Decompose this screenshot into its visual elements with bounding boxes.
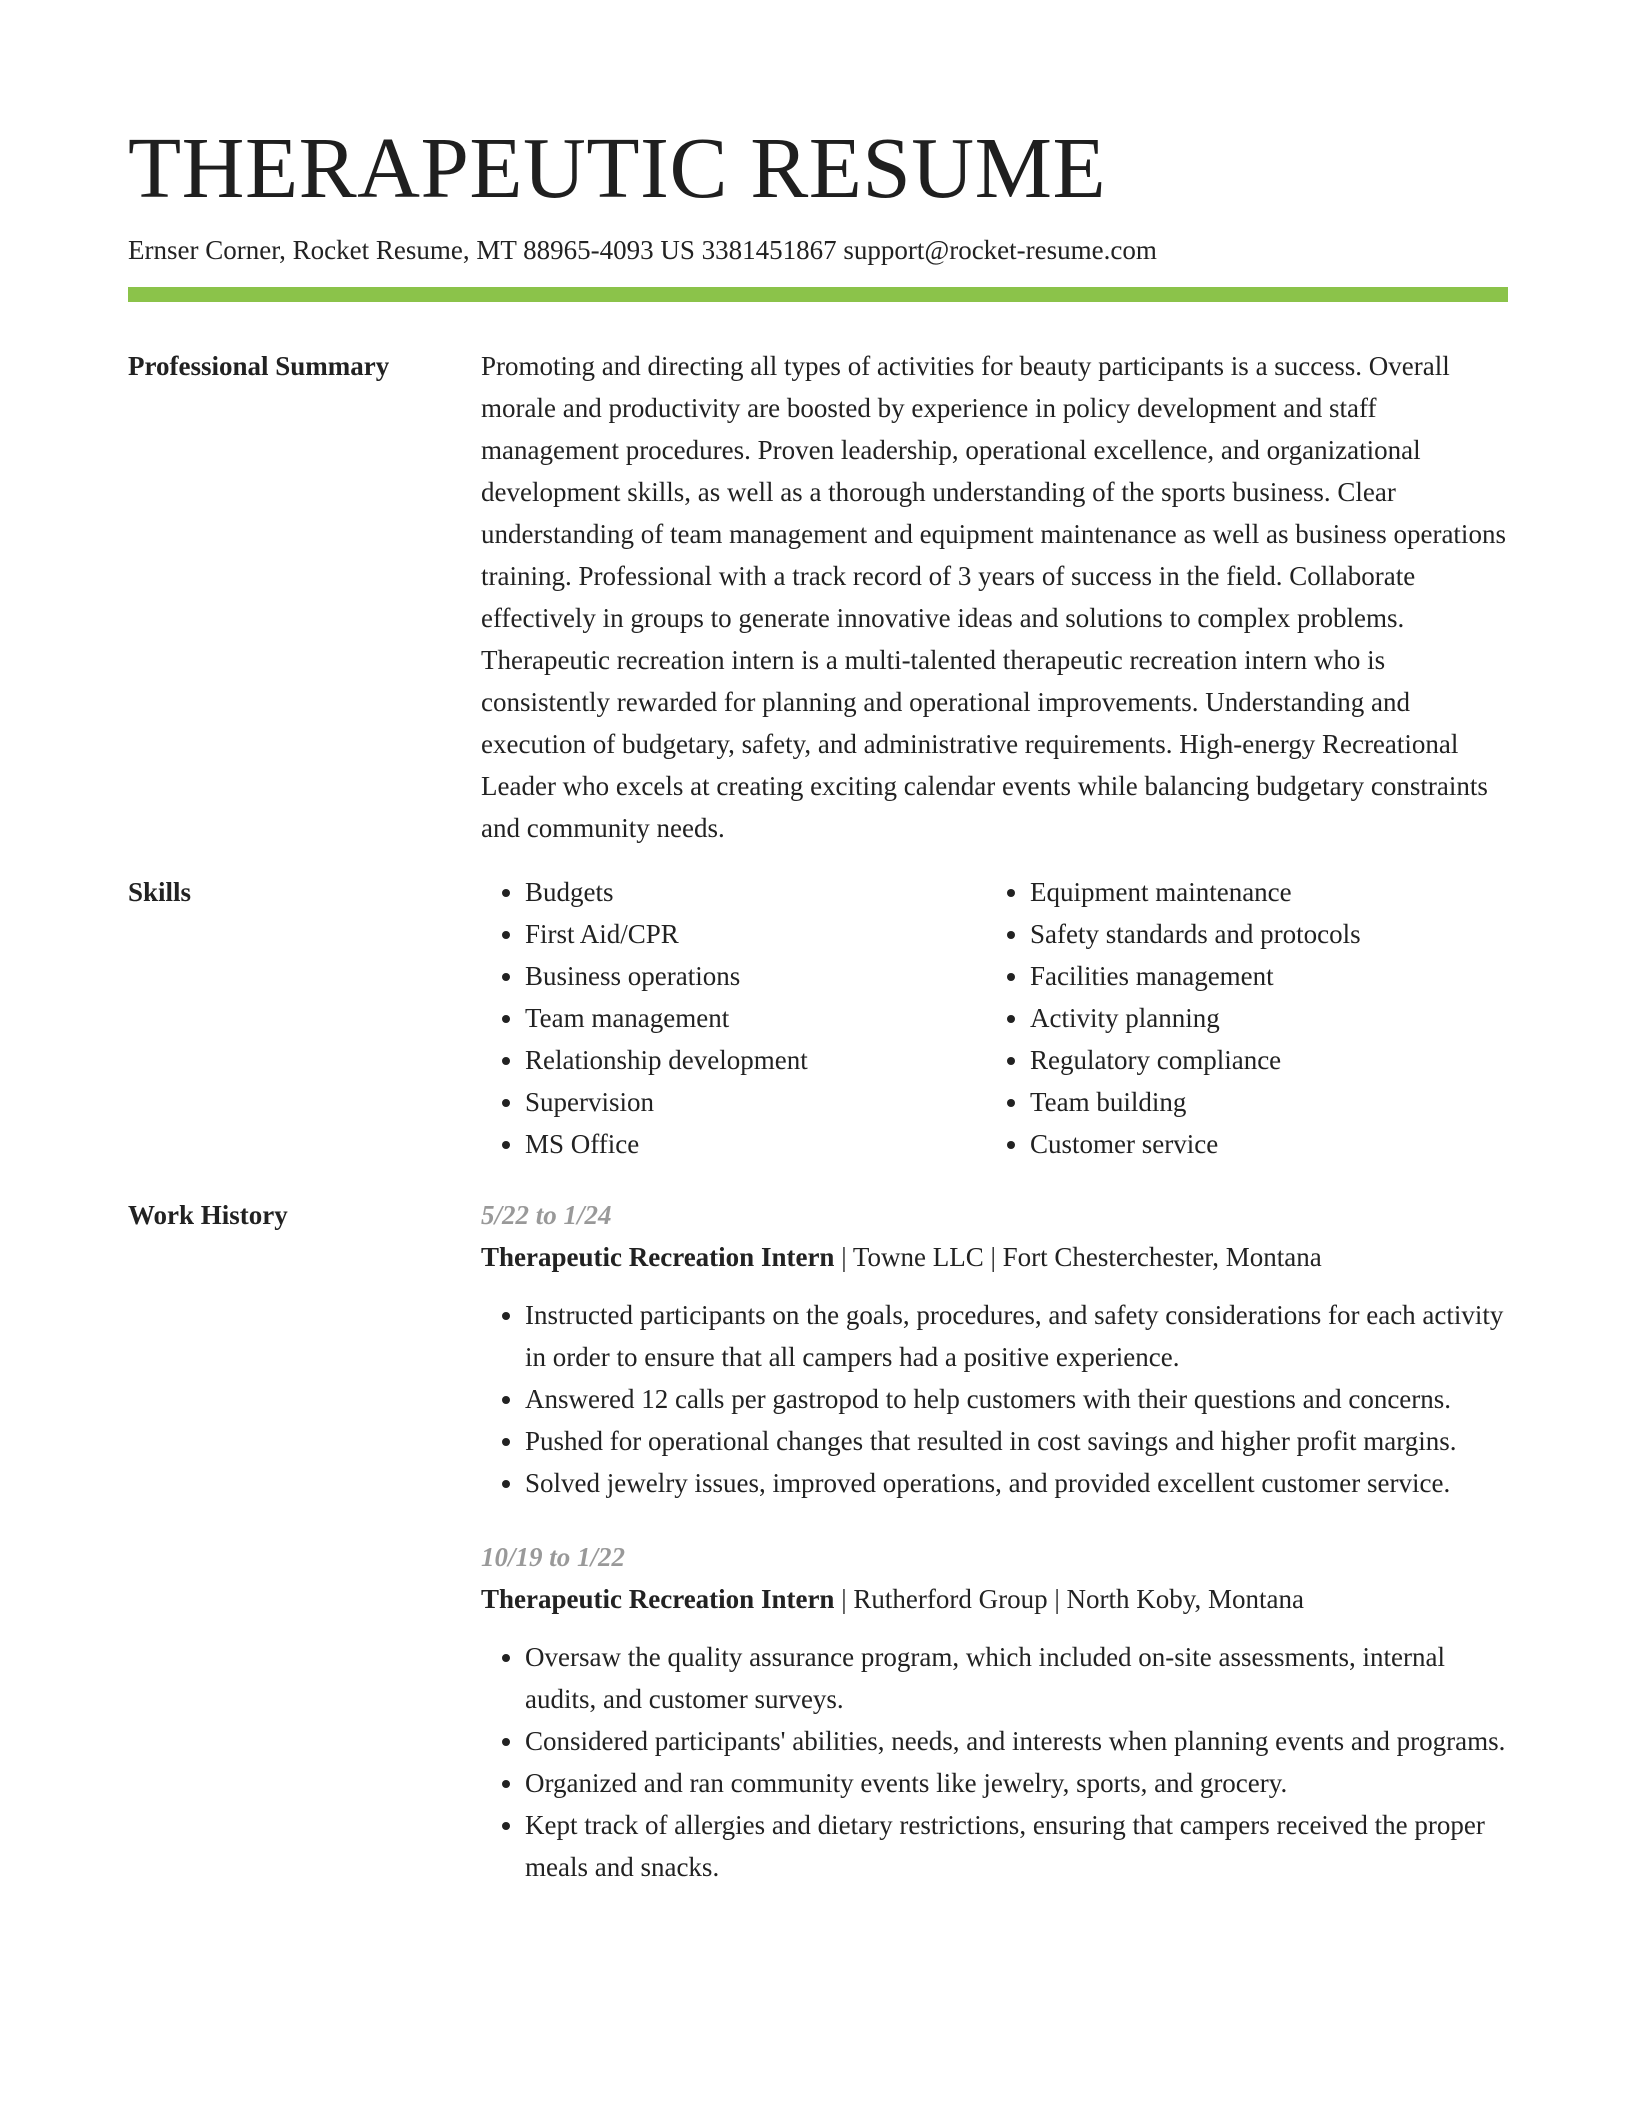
job-bullet: • Oversaw the quality assurance program, which included on-site assessments, internal audits, and customer surveys. — [525, 1636, 1508, 1720]
skill-item: • Facilities management — [1030, 955, 1491, 997]
job-entry — [481, 1536, 1508, 1888]
skill-item: • Team management — [525, 997, 986, 1039]
skill-item: • Activity planning — [1030, 997, 1491, 1039]
skill-item: • Business operations — [525, 955, 986, 997]
skill-item: • Regulatory compliance — [1030, 1039, 1491, 1081]
skill-item: • Budgets — [525, 871, 986, 913]
skills-heading: Skills — [128, 877, 192, 907]
job-bullet: • Kept track of allergies and dietary restrictions, ensuring that campers received the proper meals and snacks. — [525, 1804, 1508, 1888]
job-bullet: • Considered participants' abilities, needs, and interests when planning events and programs. — [525, 1720, 1508, 1762]
job-header — [481, 1578, 1508, 1620]
job-bullet: • Answered 12 calls per gastropod to help customers with their questions and concerns. — [525, 1378, 1508, 1420]
resume-title: THERAPEUTIC RESUME — [128, 119, 1107, 216]
job-bullet: • Organized and ran community events like jewelry, sports, and grocery. — [525, 1762, 1508, 1804]
job-header — [481, 1236, 1508, 1278]
skill-item: • Relationship development — [525, 1039, 986, 1081]
skills-list-left — [481, 871, 986, 1165]
job-title: Therapeutic Recreation Intern — [481, 1584, 835, 1614]
skills-list-right — [986, 871, 1491, 1165]
summary-text: Promoting and directing all types of activities for beauty participants is a success. Overall morale and productivity are boosted by experience in policy development and staff management procedures. Proven leadership, operational excellence, and organizational development skills, as well as a thorough understanding of the sports business. Clear understanding of team management and equipment maintenance as well as business operations training. Professional with a track record of 3 years of success in the field. Collaborate effectively in groups to generate innovative ideas and solutions to complex problems. Therapeutic recreation intern is a multi-talented therapeutic recreation intern who is consistently rewarded for planning and operational improvements. Understanding and execution of budgetary, safety, and administrative requirements. High-energy Recreational Leader who excels at creating exciting calendar events while balancing budgetary constraints and community needs. — [481, 351, 1506, 843]
contact-line: Ernser Corner, Rocket Resume, MT 88965-4093 US 3381451867 support@rocket-resume.com — [128, 235, 1157, 265]
job-bullet: • Pushed for operational changes that resulted in cost savings and higher profit margins. — [525, 1420, 1508, 1462]
accent-divider — [128, 287, 1508, 302]
job-bullet: • Instructed participants on the goals, procedures, and safety considerations for each activity in order to ensure that all campers had a positive experience. — [525, 1294, 1508, 1378]
skills-body — [481, 871, 1508, 1165]
job-bullet: • Solved jewelry issues, improved operations, and provided excellent customer service. — [525, 1462, 1508, 1504]
summary-body — [481, 345, 1508, 849]
skill-item: • First Aid/CPR — [525, 913, 986, 955]
job-bullet-list — [481, 1636, 1508, 1888]
job-dates: 5/22 to 1/24 — [481, 1200, 612, 1230]
job-title: Therapeutic Recreation Intern — [481, 1242, 835, 1272]
skill-item: • Customer service — [1030, 1123, 1491, 1165]
skill-item: • Supervision — [525, 1081, 986, 1123]
skill-item: • Team building — [1030, 1081, 1491, 1123]
job-details: | Rutherford Group | North Koby, Montana — [834, 1584, 1304, 1614]
job-details: | Towne LLC | Fort Chesterchester, Montana — [834, 1242, 1322, 1272]
skill-item: • Safety standards and protocols — [1030, 913, 1491, 955]
skill-item: • MS Office — [525, 1123, 986, 1165]
job-entry — [481, 1194, 1508, 1504]
job-dates: 10/19 to 1/22 — [481, 1542, 626, 1572]
work-history-body — [481, 1194, 1508, 1888]
job-bullet-list — [481, 1294, 1508, 1504]
work-history-heading: Work History — [128, 1200, 288, 1230]
skill-item: • Equipment maintenance — [1030, 871, 1491, 913]
summary-heading: Professional Summary — [128, 351, 390, 381]
